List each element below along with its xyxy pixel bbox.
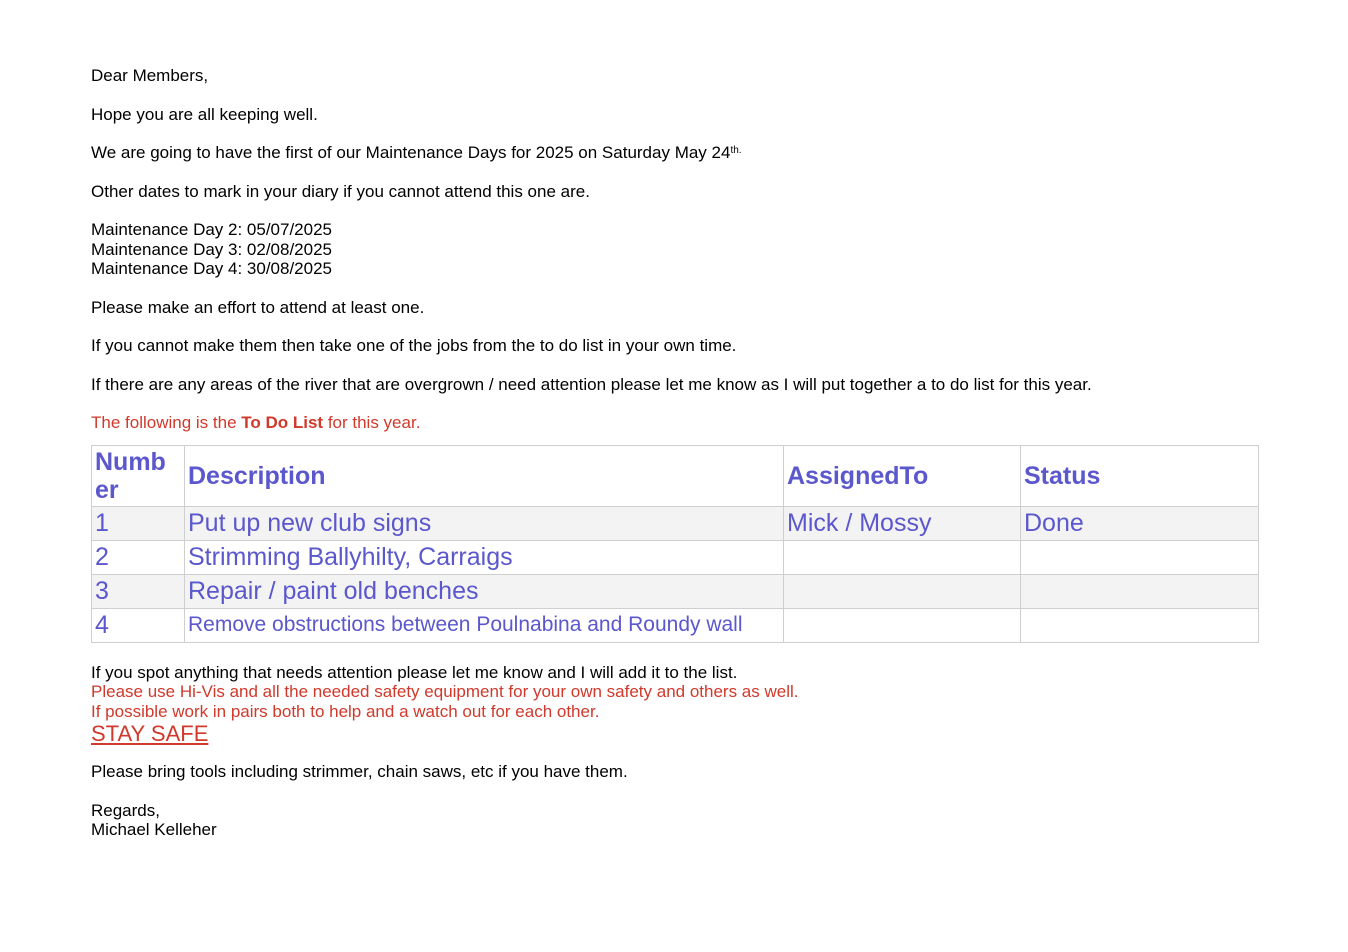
cell-number: 3 <box>92 574 185 608</box>
stay-safe-heading: STAY SAFE <box>91 721 209 746</box>
cell-status <box>1021 608 1259 642</box>
spot-text: If you spot anything that needs attention please let me know and I will add it to the list. <box>91 662 738 682</box>
cell-description: Remove obstructions between Poulnabina and Roundy wall <box>185 608 784 642</box>
tools-text: Please bring tools including strimmer, chain saws, etc if you have them. <box>91 762 628 781</box>
table-row <box>92 608 1259 642</box>
header-number: Numb er <box>92 445 185 506</box>
cell-status: Done <box>1021 506 1259 540</box>
header-assigned: AssignedTo <box>784 445 1021 506</box>
cell-description: Repair / paint old benches <box>185 574 784 608</box>
cell-number: 4 <box>92 608 185 642</box>
table-row <box>92 540 1259 574</box>
table-row <box>92 574 1259 608</box>
todo-intro-bold: To Do List <box>241 413 324 432</box>
pairs-warning: If possible work in pairs both to help and a watch out for each other. <box>91 701 600 721</box>
email-body <box>91 66 1271 840</box>
table-row <box>92 506 1259 540</box>
greeting: Dear Members, <box>91 66 209 85</box>
table-header-row <box>92 445 1259 506</box>
cell-description: Put up new club signs <box>185 506 784 540</box>
maintenance-day-announcement <box>91 143 1271 163</box>
todo-intro-after: for this year. <box>323 413 421 432</box>
hivis-warning: Please use Hi-Vis and all the needed safety equipment for your own safety and others as well. <box>91 682 799 701</box>
own-time-text: If you cannot make them then take one of the jobs from the to do list in your own time. <box>91 336 737 355</box>
cell-number: 2 <box>92 540 185 574</box>
todo-table <box>91 445 1259 643</box>
todo-intro-before: The following is the <box>91 413 242 432</box>
effort-text: Please make an effort to attend at least one. <box>91 297 425 317</box>
cell-assigned: Mick / Mossy <box>784 506 1021 540</box>
cell-assigned <box>784 608 1021 642</box>
intro-text: Hope you are all keeping well. <box>91 104 318 124</box>
river-text: If there are any areas of the river that are overgrown / need attention please let me know as I will put together a to do list for this year. <box>91 374 1092 394</box>
date-suffix: th. <box>730 145 742 156</box>
date-item: Maintenance Day 3: 02/08/2025 <box>91 239 333 259</box>
header-description: Description <box>185 445 784 506</box>
date-item: Maintenance Day 4: 30/08/2025 <box>91 259 333 278</box>
cell-assigned <box>784 574 1021 608</box>
date-item: Maintenance Day 2: 05/07/2025 <box>91 220 333 239</box>
todo-intro <box>91 413 1271 433</box>
cell-description: Strimming Ballyhilty, Carraigs <box>185 540 784 574</box>
header-status: Status <box>1021 445 1259 506</box>
maintenance-text: We are going to have the first of our Maintenance Days for 2025 on Saturday May 24 <box>91 143 731 162</box>
cell-status <box>1021 574 1259 608</box>
cell-status <box>1021 540 1259 574</box>
signature: Michael Kelleher <box>91 820 217 839</box>
cell-number: 1 <box>92 506 185 540</box>
regards: Regards, <box>91 800 160 820</box>
cell-assigned <box>784 540 1021 574</box>
dates-list <box>91 220 1271 279</box>
other-dates-intro: Other dates to mark in your diary if you cannot attend this one are. <box>91 181 590 201</box>
